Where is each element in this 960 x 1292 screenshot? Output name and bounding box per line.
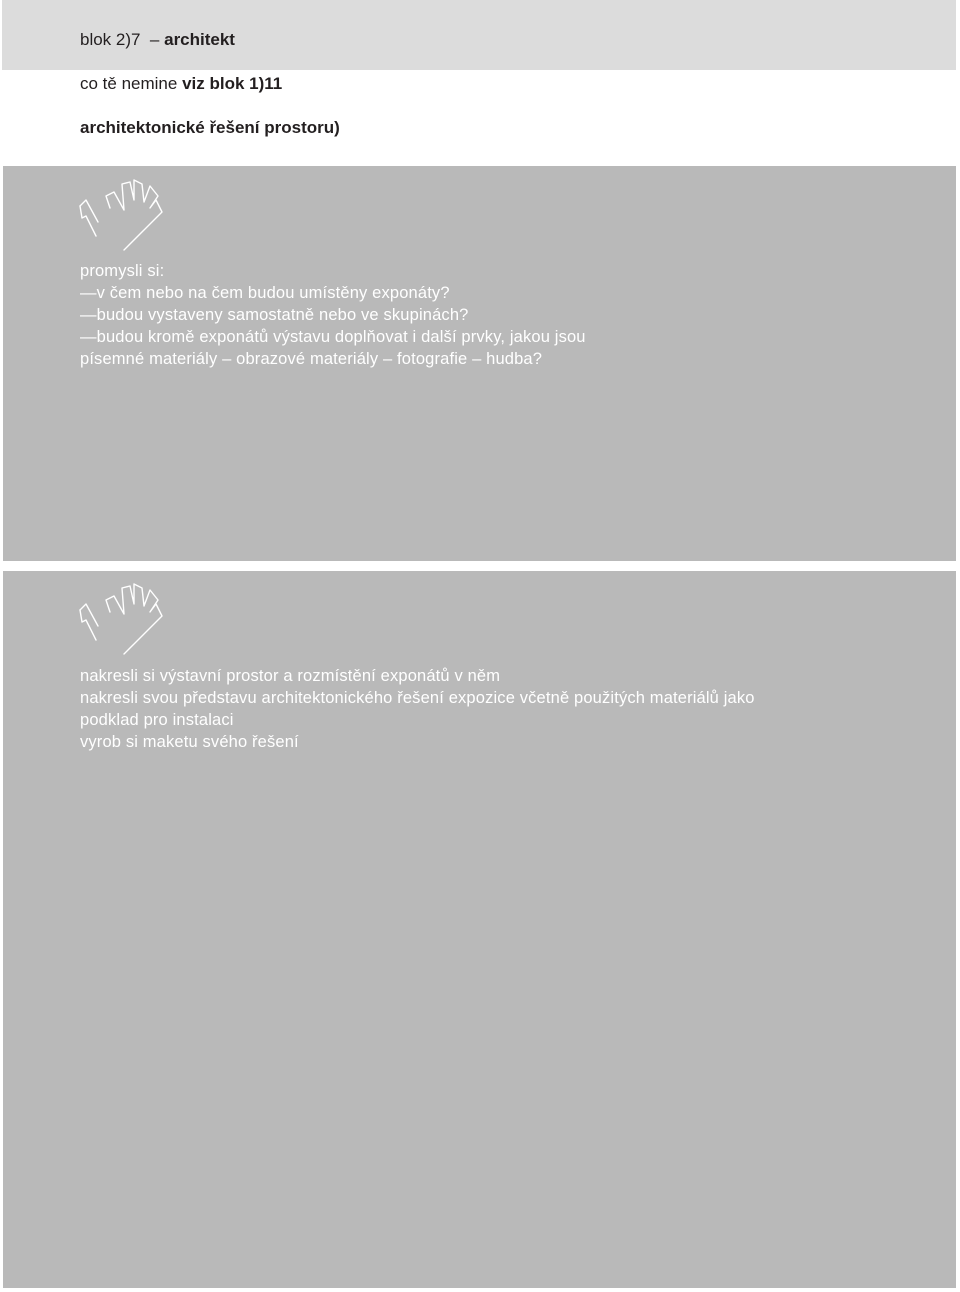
question-line: —budou vystaveny samostatně nebo ve skupinách? [80, 306, 469, 324]
subtitle-reference: viz blok 1)11 [182, 74, 283, 93]
hand-icon [76, 178, 168, 252]
role-label: architekt [164, 30, 235, 49]
subtitle-prefix: co tě nemine [80, 74, 178, 93]
question-line: —v čem nebo na čem budou umístěny exponáty? [80, 284, 450, 302]
task-line: vyrob si maketu svého řešení [80, 733, 299, 751]
question-line: —budou kromě exponátů výstavu doplňovat i další prvky, jakou jsou [80, 328, 586, 346]
panel-1-text [80, 260, 586, 370]
task-line: nakresli si výstavní prostor a rozmístění exponátů v něm [80, 667, 501, 685]
hand-icon [76, 582, 168, 656]
task-line: nakresli svou představu architektonického řešení expozice včetně použitých materiálů jako [80, 689, 755, 707]
panel-2-text [80, 665, 755, 753]
question-line: písemné materiály – obrazové materiály – fotografie – hudba? [80, 350, 543, 368]
prompt-line: promysli si: [80, 262, 165, 280]
section-heading: architektonické řešení prostoru) [80, 118, 340, 137]
page-title: blok 2)7 – architekt [80, 30, 235, 49]
task-line: podklad pro instalaci [80, 711, 234, 729]
block-label: blok 2)7 [80, 30, 141, 49]
subtitle [80, 74, 282, 94]
